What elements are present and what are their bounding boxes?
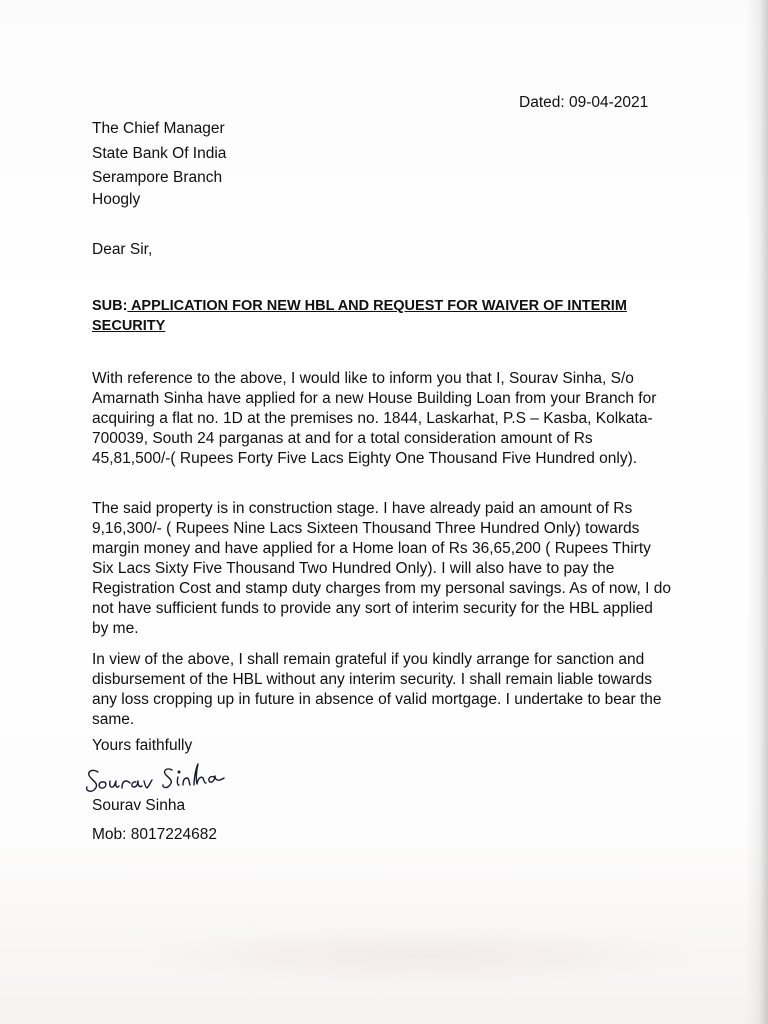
signatory-name: Sourav Sinha (92, 797, 186, 814)
subject-label: SUB: (92, 298, 128, 314)
recipient-line-4: Hoogly (92, 191, 141, 208)
handwritten-signature (84, 758, 234, 798)
salutation: Dear Sir, (92, 241, 153, 258)
letter-date: Dated: 09-04-2021 (519, 94, 649, 111)
page-edge-shadow (746, 0, 768, 1024)
mobile-number: Mob: 8017224682 (92, 826, 217, 843)
paper-smudge (120, 925, 720, 985)
recipient-line-1: The Chief Manager (92, 120, 225, 137)
recipient-line-2: State Bank Of India (92, 145, 227, 162)
closing: Yours faithfully (92, 737, 193, 754)
subject-line (92, 296, 652, 336)
subject-title: APPLICATION FOR NEW HBL AND REQUEST FOR WAIVER OF INTERIM SECURITY (92, 298, 627, 334)
recipient-line-3: Serampore Branch (92, 169, 223, 186)
body-paragraph-3: In view of the above, I shall remain grateful if you kindly arrange for sanction and disbursement of the HBL without any interim security. I shall remain liable towards any loss cropping up in future in absence of valid mortgage. I undertake to bear the same. (92, 651, 662, 728)
body-paragraph-2: The said property is in construction stage. I have already paid an amount of Rs 9,16,300/- ( Rupees Nine Lacs Sixteen Thousand Three Hundred Only) towards margin money and have applied for a Home loan of Rs 36,65,200 ( Rupees Thirty Six Lacs Sixty Five Thousand Two Hundred Only). I will also have to pay the Registration Cost and stamp duty charges from my personal savings. As of now, I do not have sufficient funds to provide any sort of interim security for the HBL applied by me. (92, 500, 671, 637)
body-paragraph-1: With reference to the above, I would like to inform you that I, Sourav Sinha, S/o Amarnath Sinha have applied for a new House Building Loan from your Branch for acquiring a flat no. 1D at the premises no. 1844, Laskarhat, P.S – Kasba, Kolkata- 700039, South 24 parganas at and for a total consideration amount of Rs 45,81,500/-( Rupees Forty Five Lacs Eighty One Thousand Five Hundred only). (92, 370, 657, 467)
